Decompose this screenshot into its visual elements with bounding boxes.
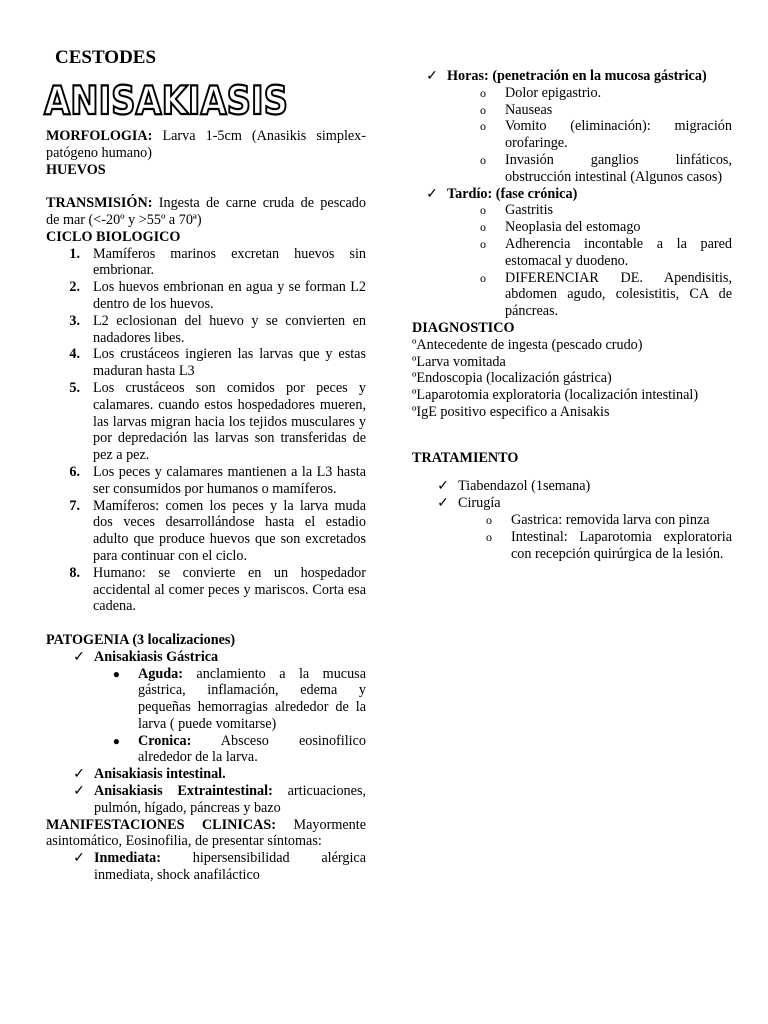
morfologia-text: Larva 1-5cm (Anasikis simplex-patógeno humano) xyxy=(46,128,366,161)
circle-bullet-icon: o xyxy=(480,220,486,235)
circle-bullet-icon: o xyxy=(480,102,486,117)
circle-bullet-icon: o xyxy=(480,85,486,100)
morfologia-label: MORFOLOGIA: xyxy=(46,128,153,144)
right-column xyxy=(412,68,732,562)
list-item: 3. L2 eclosionan del huevo y se convierten en nadadores libes. xyxy=(69,312,366,346)
list-item: o Neoplasia del estomago xyxy=(474,219,732,236)
list-item: o Gastritis xyxy=(474,202,732,219)
list-item: ✓ Tiabendazol (1semana) xyxy=(433,478,732,495)
transmision-label: TRANSMISIÓN: xyxy=(46,195,153,212)
list-item: ✓ Anisakiasis Gástrica xyxy=(69,649,366,666)
circle-bullet-icon: o xyxy=(486,512,492,527)
circle-bullet-icon: o xyxy=(480,203,486,218)
diagnostico-item: ºLaparotomia exploratoria (localización intestinal) xyxy=(412,387,699,404)
transmision-text: Ingesta de carne cruda de pescado de mar (<-20º y >55º a 70ª) xyxy=(46,195,366,228)
patogenia-heading: PATOGENIA (3 localizaciones) xyxy=(46,631,236,648)
list-item: 5. Los crustáceos son comidos por peces y calamares. cuando estos hospedadores mueren, las larvas migran hacia los tejidos musculares y por depredación las larvas son transferidas de pez a pez. xyxy=(69,379,366,464)
diagnostico-item: ºLarva vomitada xyxy=(412,353,506,370)
list-item: o Gastrica: removida larva con pinza xyxy=(480,512,732,529)
list-item: ✓ Inmediata: hipersensibilidad alérgica inmediata, shock anafiláctico xyxy=(69,850,366,884)
list-item: o Dolor epigastrio. xyxy=(474,85,732,102)
transmision-paragraph xyxy=(46,195,366,229)
circle-bullet-icon: o xyxy=(480,119,486,134)
diagnostico-item: ºIgE positivo especifico a Anisakis xyxy=(412,403,610,420)
bullet-icon: ● xyxy=(112,666,120,681)
circle-bullet-icon: o xyxy=(480,270,486,285)
list-item: ● Aguda: anclamiento a la mucusa gástrica, inflamación, edema y pequeñas hemorragias alrededor de la larva ( puede vomitarse) xyxy=(108,666,366,733)
list-item: 6. Los peces y calamares mantienen a la L3 hasta ser consumidos por humanos o mamíferos. xyxy=(69,463,366,497)
check-icon: ✓ xyxy=(73,850,85,867)
manifestaciones-paragraph: MANIFESTACIONES CLINICAS: Mayormente asintomático, Eosinofilia, de presentar síntomas: xyxy=(46,816,366,850)
list-item: 2. Los huevos embrionan en agua y se forman L2 dentro de los huevos. xyxy=(69,279,366,312)
list-item: ✓ Horas: (penetración en la mucosa gástrica) xyxy=(422,68,732,85)
circle-bullet-icon: o xyxy=(480,152,486,167)
check-icon: ✓ xyxy=(426,68,438,84)
list-item: o Nauseas xyxy=(474,102,732,119)
list-item: 8. Humano: se convierte en un hospedador accidental al comer peces y mariscos. Corta esa cadena. xyxy=(69,564,366,615)
list-item: o DIFERENCIAR DE. Apendisitis, abdomen agudo, colesistitis, CA de páncreas. xyxy=(474,270,732,320)
check-icon: ✓ xyxy=(437,478,449,495)
list-item: o Vomito (eliminación): migración orofaringe. xyxy=(474,118,732,152)
bullet-icon: ● xyxy=(112,733,120,748)
list-item: ✓ Tardío: (fase crónica) xyxy=(422,186,732,203)
logo-text: ANISAKIASIS xyxy=(44,79,288,124)
check-icon: ✓ xyxy=(73,648,85,665)
diagnostico-heading: DIAGNOSTICO xyxy=(412,319,515,336)
ciclo-list xyxy=(46,246,366,616)
check-icon: ✓ xyxy=(73,783,85,800)
list-item: o Adherencia incontable a la pared estomacal y duodeno. xyxy=(474,236,732,270)
circle-bullet-icon: o xyxy=(486,529,492,544)
tratamiento-heading: TRATAMIENTO xyxy=(412,449,519,466)
left-column xyxy=(46,46,366,884)
list-item: ✓ Anisakiasis intestinal. xyxy=(69,766,366,783)
huevos-heading: HUEVOS xyxy=(46,161,106,178)
circle-bullet-icon: o xyxy=(480,236,486,251)
list-item: 7. Mamíferos: comen los peces y la larva muda dos veces desarrollándose hasta el estadio adulto que produce huevos que son excretados para continuar con el ciclo. xyxy=(69,497,366,564)
check-icon: ✓ xyxy=(73,766,85,783)
ciclo-heading: CICLO BIOLOGICO xyxy=(46,228,181,245)
diagnostico-item: ºAntecedente de ingesta (pescado crudo) xyxy=(412,336,643,353)
list-item: o Intestinal: Laparotomia exploratoria con recepción quirúrgica de la lesión. xyxy=(480,529,732,563)
page-title: CESTODES xyxy=(55,47,157,68)
anisakiasis-logo xyxy=(42,76,292,122)
list-item: ✓ Cirugía xyxy=(433,495,732,512)
diagnostico-item: ºEndoscopia (localización gástrica) xyxy=(412,370,612,387)
list-item: ✓ Anisakiasis Extraintestinal: articuaciones, pulmón, hígado, páncreas y bazo xyxy=(69,783,366,817)
list-item: o Invasión ganglios linfáticos, obstrucción intestinal (Algunos casos) xyxy=(474,152,732,186)
check-icon: ✓ xyxy=(437,495,449,512)
check-icon: ✓ xyxy=(426,185,438,202)
list-item: ● Cronica: Absceso eosinofilico alrededor de la larva. xyxy=(108,733,366,767)
list-item: 1. Mamíferos marinos excretan huevos sin embrionar. xyxy=(69,245,366,279)
morfologia-paragraph xyxy=(46,128,366,162)
list-item: 4. Los crustáceos ingieren las larvas que y estas maduran hasta L3 xyxy=(69,346,366,380)
